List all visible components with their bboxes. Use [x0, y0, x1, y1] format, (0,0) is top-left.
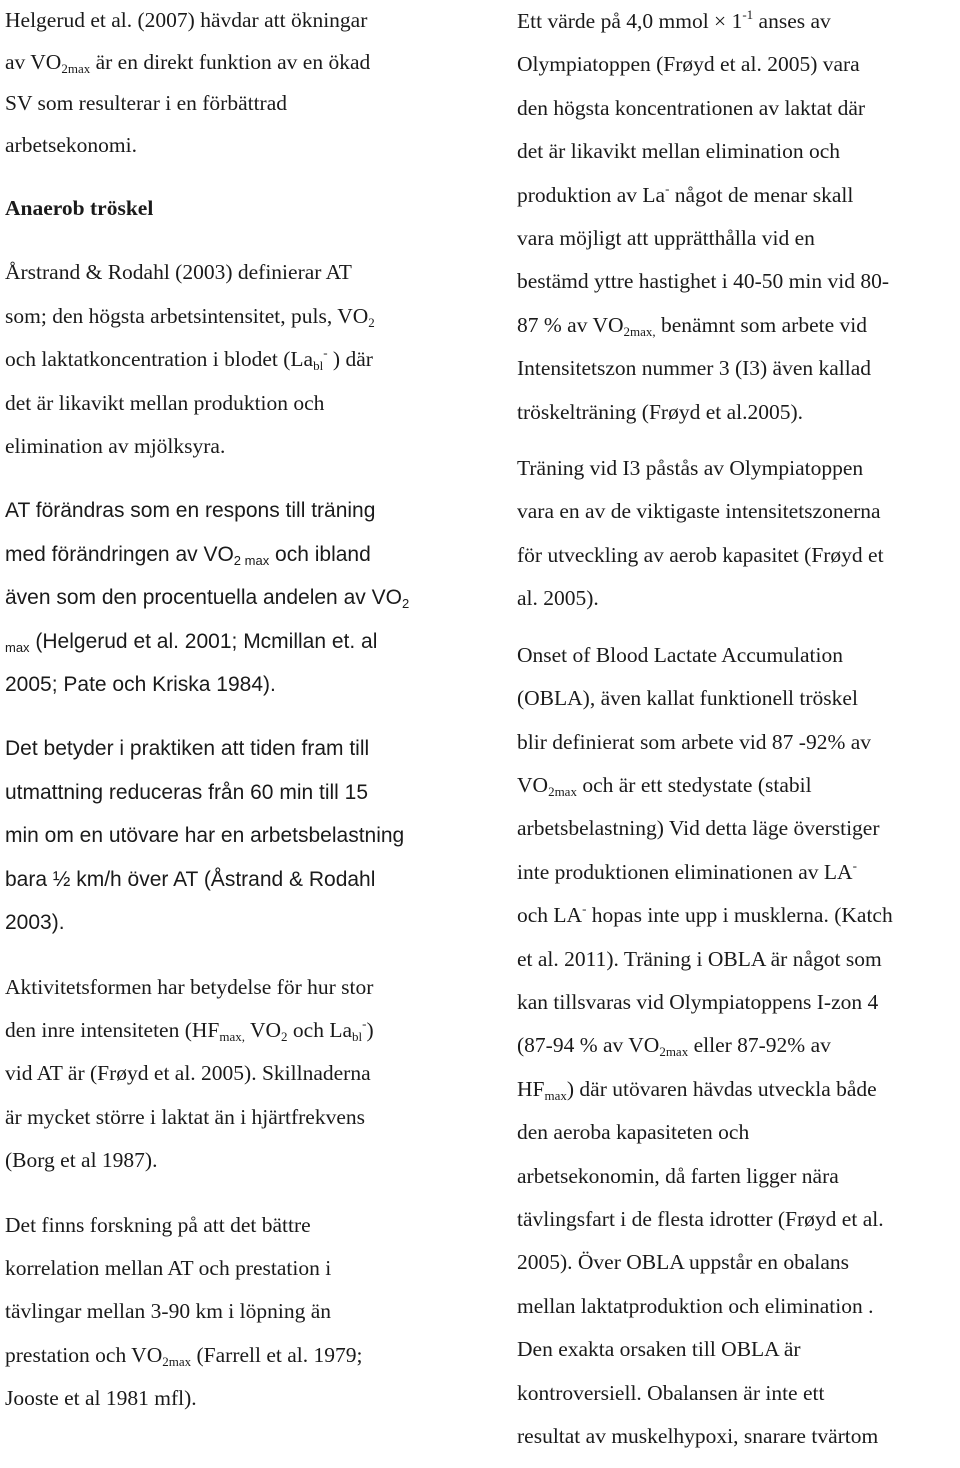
text-line: Onset of Blood Lactate Accumulation: [517, 642, 843, 667]
text-line: kan tillsvaras vid Olympiatoppens I-zon 4: [517, 989, 879, 1014]
text-line: även som den procentuella andelen av $VO_2$: [5, 586, 410, 612]
text-line: Jooste et al 1981 mfl).: [5, 1386, 197, 1411]
text-line: den högsta koncentrationen av laktat där: [517, 95, 866, 120]
text-line: arbetsbelastning) Vid detta läge överstiger: [517, 816, 880, 841]
text-line: arbetsekonomin, då farten ligger nära: [517, 1163, 839, 1188]
text-line: Aktivitetsformen har betydelse för hur stor: [5, 974, 374, 999]
text-line: $_{max}$ (Helgerud et al. 2001; Mcmillan et. al: [5, 629, 378, 655]
text-line: prestation och $VO_{2max}$ (Farrell et al. 1979;: [5, 1342, 363, 1369]
text-line: SV som resulterar i en förbättrad: [5, 91, 288, 115]
text-line: vid AT är (Frøyd et al. 2005). Skillnaderna: [5, 1061, 371, 1086]
text-line: 87 % av $VO_{2max,}$ benämnt som arbete vid: [517, 312, 867, 339]
text-line: Intensitetszon nummer 3 (I3) även kallad: [517, 356, 872, 381]
text-line: tävlingar mellan 3-90 km i löpning än: [5, 1299, 332, 1324]
text-line: min om en utövare har en arbetsbelastning: [5, 824, 405, 848]
text-line: Ett värde på 4,0 mmol × $1^{-1}$ anses av: [517, 7, 831, 33]
section-heading: Anaerob tröskel: [5, 196, 154, 220]
text-line: 2005; Pate och Kriska 1984).: [5, 673, 276, 697]
text-line: som; den högsta arbetsintensitet, puls, $VO_2$: [5, 303, 375, 330]
paragraph-research: [5, 1204, 455, 1421]
text-line: et al. 2011). Träning i OBLA är något som: [517, 946, 882, 971]
text-line: arbetsekonomi.: [5, 132, 137, 157]
text-line: bara ½ km/h över AT (Åstrand & Rodahl: [5, 867, 376, 891]
text-line: utmattning reduceras från 60 min till 15: [5, 780, 369, 804]
text-line: (Borg et al 1987).: [5, 1148, 158, 1173]
text-line: Träning vid I3 påstås av Olympiatoppen: [517, 456, 864, 481]
paragraph-i3-training: [517, 447, 960, 621]
text-line: Det finns forskning på att det bättre: [5, 1212, 311, 1237]
paragraph-at-changes: [5, 489, 455, 706]
text-line: elimination av mjölksyra.: [5, 434, 226, 459]
text-line: (87-94 % av $VO_{2max}$ eller 87-92% av: [517, 1033, 831, 1060]
text-line: al. 2005).: [517, 586, 599, 611]
text-line: den aeroba kapasiteten och: [517, 1120, 750, 1145]
text-line: av $VO_{2max}$ är en direkt funktion av en ökad: [5, 49, 371, 76]
right-column: [517, 0, 960, 1458]
text-line: och laktatkoncentration i blodet ($La_{bl}^-$ ) där: [5, 345, 373, 374]
text-line: produktion av La- något de menar skall: [517, 180, 854, 207]
text-line: och LA- hopas inte upp i musklerna. (Katch: [517, 901, 893, 928]
text-line: Helgerud et al. (2007) hävdar att ökningar: [5, 8, 368, 32]
text-line: kontroversiell. Obalansen är inte ett: [517, 1380, 825, 1405]
text-line: mellan laktatproduktion och elimination .: [517, 1293, 874, 1318]
text-line: Olympiatoppen (Frøyd et al. 2005) vara: [517, 52, 860, 77]
text-line: korrelation mellan AT och prestation i: [5, 1255, 332, 1280]
text-line: tävlingsfart i de flesta idrotter (Frøyd et al.: [517, 1206, 884, 1231]
text-line: Den exakta orsaken till OBLA är: [517, 1337, 801, 1362]
text-line: Årstrand & Rodahl (2003) definierar AT: [5, 260, 352, 285]
paragraph-mmol-value: [517, 0, 960, 434]
paragraph-activity-form: [5, 966, 455, 1183]
text-line: $HF_{max}$) där utövaren hävdas utveckla både: [517, 1076, 877, 1103]
text-line: (OBLA), även kallat funktionell tröskel: [517, 686, 858, 711]
text-line: vara möjligt att upprätthålla vid en: [517, 226, 815, 251]
text-line: 2005). Över OBLA uppstår en obalans: [517, 1250, 849, 1275]
text-line: det är likavikt mellan elimination och: [517, 139, 841, 164]
text-line: 2003).: [5, 911, 65, 935]
text-line: tröskelträning (Frøyd et al.2005).: [517, 399, 804, 424]
text-line: för utveckling av aerob kapasitet (Frøyd et: [517, 542, 884, 567]
text-line: det är likavikt mellan produktion och: [5, 390, 325, 415]
paragraph-practice: [5, 727, 455, 944]
text-line: AT förändras som en respons till träning: [5, 499, 376, 523]
text-line: $VO_{2max}$ och är ett stedystate (stabil: [517, 772, 812, 799]
text-line: den inre intensiteten ($HF_{max,}$ $VO_2$ och $La_{bl}^-$): [5, 1015, 374, 1044]
multiply-sign: ×: [714, 9, 727, 33]
paragraph-definition: [5, 251, 455, 468]
text-line: vara en av de viktigaste intensitetszonerna: [517, 499, 881, 524]
text-line: Det betyder i praktiken att tiden fram till: [5, 737, 370, 761]
text-line: blir definierat som arbete vid 87 -92% av: [517, 729, 872, 754]
text-line: med förändringen av $VO_{2 max}$ och ibland: [5, 542, 371, 568]
text-line: inte produktionen eliminationen av LA-: [517, 857, 857, 884]
paragraph-helgerud: [5, 0, 455, 166]
text-line: resultat av muskelhypoxi, snarare tvärtom: [517, 1424, 879, 1448]
paragraph-obla: [517, 634, 960, 1459]
left-column: [5, 0, 455, 1421]
text-line: bestämd yttre hastighet i 40-50 min vid 80-: [517, 269, 890, 294]
text-line: är mycket större i laktat än i hjärtfrekvens: [5, 1104, 365, 1129]
